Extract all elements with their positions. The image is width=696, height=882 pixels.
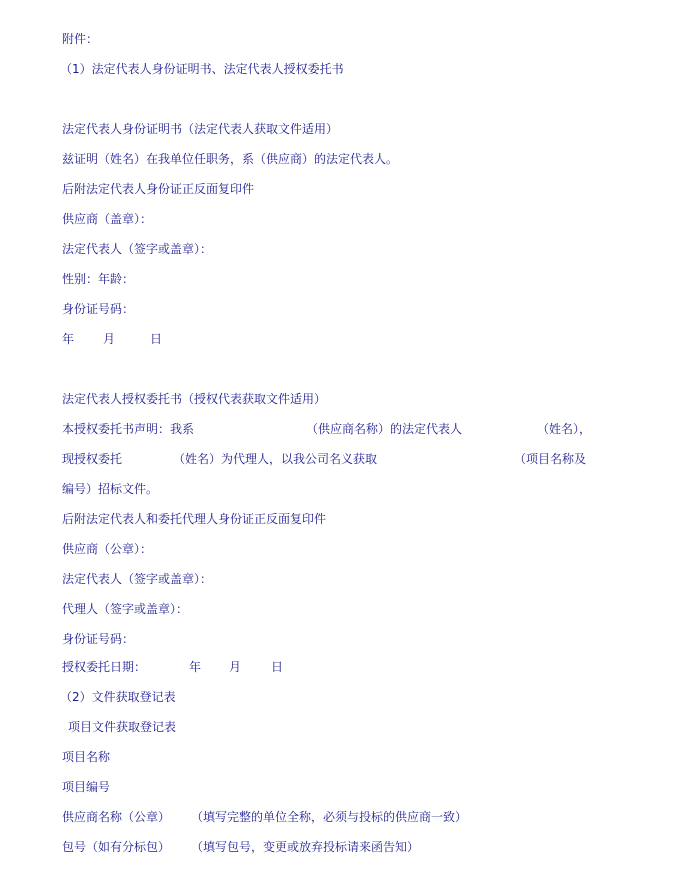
auth-date-label: 授权委托日期： — [62, 660, 147, 674]
auth-date-day: 日 — [271, 660, 284, 674]
registration-supplier-note: （填写完整的单位全称，必须与投标的供应商一致） — [191, 810, 468, 824]
auth-date-year: 年 — [189, 660, 202, 674]
registration-package-note: （填写包号，变更或放弃投标请来函告知） — [191, 840, 420, 854]
registration-title: 项目文件获取登记表 — [68, 720, 177, 734]
auth-id-line: 身份证号码： — [62, 632, 135, 646]
auth-attachment-note: 后附法定代表人和委托代理人身份证正反面复印件 — [62, 512, 327, 526]
cert-date-month: 月 — [103, 332, 116, 346]
cert-gender-age-line: 性别：年龄： — [62, 272, 135, 286]
item-2-heading: （2）文件获取登记表 — [60, 690, 176, 704]
item-1-heading: （1）法定代表人身份证明书、法定代表人授权委托书 — [60, 62, 344, 76]
cert-attachment-note: 后附法定代表人身份证正反面复印件 — [62, 182, 255, 196]
cert-body-text: 兹证明（姓名）在我单位任职务，系（供应商）的法定代表人。 — [62, 152, 399, 166]
registration-package-label: 包号（如有分标包） — [62, 840, 171, 854]
cert-legal-rep-line: 法定代表人（签字或盖章）： — [62, 242, 213, 256]
auth-l2-a: 现授权委托 — [62, 452, 123, 466]
auth-supplier-line: 供应商（公章）： — [62, 542, 153, 556]
cert-date-year: 年 — [62, 332, 75, 346]
attachment-heading: 附件： — [62, 32, 99, 46]
registration-supplier-label: 供应商名称（公章） — [62, 810, 171, 824]
auth-l1-b: （供应商名称）的法定代表人 — [306, 422, 463, 436]
auth-l2-c: （项目名称及 — [514, 452, 587, 466]
registration-project-number: 项目编号 — [62, 780, 111, 794]
cert-supplier-line: 供应商（盖章）： — [62, 212, 153, 226]
auth-statement-line-3: 编号）招标文件。 — [62, 482, 159, 496]
registration-project-name: 项目名称 — [62, 750, 111, 764]
auth-l1-a: 本授权委托书声明：我系 — [62, 422, 195, 436]
cert-title: 法定代表人身份证明书（法定代表人获取文件适用） — [62, 122, 339, 136]
auth-title: 法定代表人授权委托书（授权代表获取文件适用） — [62, 392, 327, 406]
cert-id-line: 身份证号码： — [62, 302, 135, 316]
auth-l1-c: （姓名）， — [537, 422, 592, 436]
auth-l2-b: （姓名）为代理人，以我公司名义获取 — [173, 452, 378, 466]
cert-date-day: 日 — [150, 332, 163, 346]
auth-date-month: 月 — [229, 660, 242, 674]
auth-legal-rep-line: 法定代表人（签字或盖章）： — [62, 572, 213, 586]
auth-agent-line: 代理人（签字或盖章）： — [62, 602, 189, 616]
